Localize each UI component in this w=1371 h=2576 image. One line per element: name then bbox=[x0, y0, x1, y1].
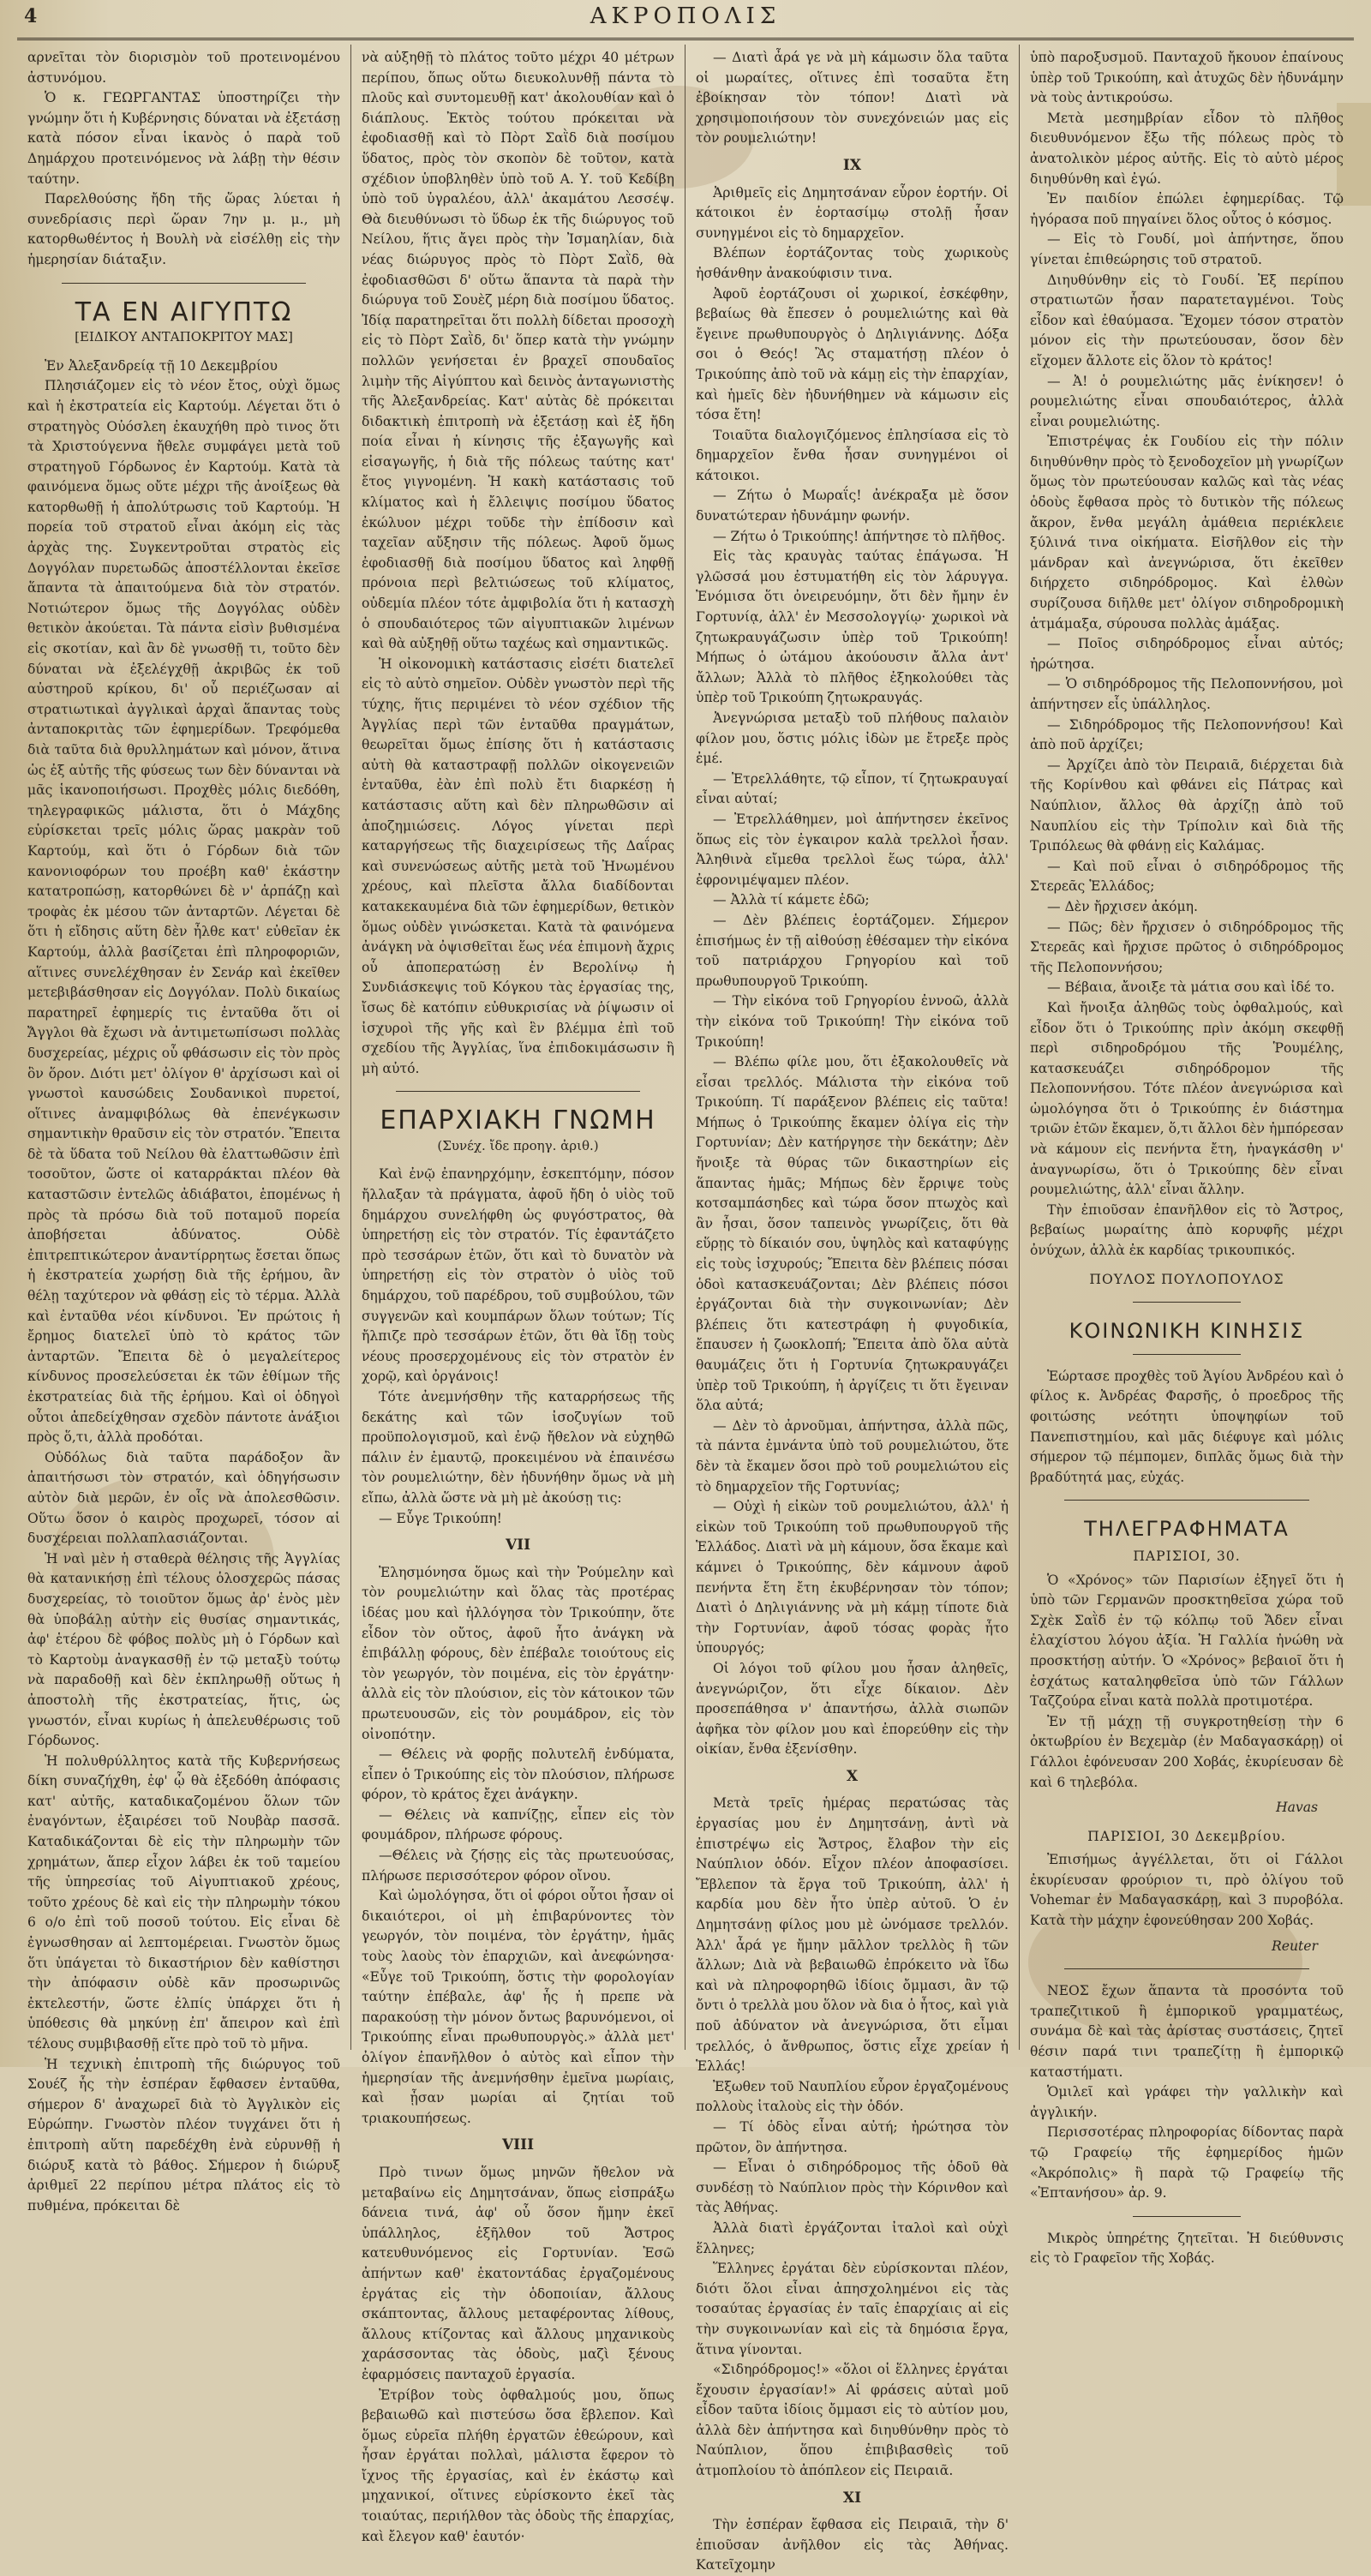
paragraph: — Εἶναι ὁ σιδηρόδρομος τῆς ὁδοῦ θὰ συνδέσῃ τὸ Ναύπλιον πρὸς τὴν Κόρινθον καὶ τὰς Ἀθήνας. bbox=[696, 2160, 1009, 2216]
paragraph: Καὶ ὡμολόγησα, ὅτι οἱ φόροι οὗτοι ἦσαν οἱ δικαιότεροι, οἱ μὴ ἐπιβαρύνοντες τὸν γεωργόν, τὸν ποιμένα, τὸν ἐργάτην, ἡμᾶς τοὺς λαοὺς τὸν ἐπαρχιῶν, καὶ ἀνεφώνησα· «Εὖγε τοῦ Τρικούπη, ὅστις τὴν φορολογίαν ταύτην ἐπέβαλε, ἀφ' ἧς ἡ πρεπε νὰ παρακούσῃ τὴν μόνον ὄντως βαρυνόμενοι, οἱ Τρικούπης εἶναι πρωθυπουργὸς.» ἀλλὰ μετ' ὀλίγον ἐπανῆλθον ὁ αὐτὸς καὶ εἶπον τὴν ἡμερησίαν τῆς ἀνεμνήσθην ἐμεῖνα μωρίαις, καὶ ᾖσαν μωρίαι αἱ ζητίαι τοῦ τριακουπήσεως. bbox=[362, 1888, 674, 2126]
paragraph: Μετὰ μεσημβρίαν εἶδον τὸ πλῆθος διευθυνόμενον ἔξω τῆς πόλεως πρὸς τὸ ἀνατολικὸν μέρος αὐτῆς. Εἰς τὸ αὐτὸ μέρος διηυθύνθη καὶ ἐγώ. bbox=[1030, 110, 1344, 187]
paragraph: ὑπὸ παροξυσμοῦ. Πανταχοῦ ἤκουον ἐπαίνους ὑπὲρ τοῦ Τρικούπη, καὶ ἀτυχῶς δὲν ἠδυνάμην νὰ τοὺς ἀντικρούσω. bbox=[1030, 50, 1344, 106]
paragraph: αρνεῖται τὸν διορισμὸν τοῦ προτεινομένου ἀστυνόμου. bbox=[27, 50, 340, 86]
news-agency: Havas bbox=[1275, 1800, 1318, 1816]
classified-ad: Ὁμιλεῖ καὶ γράφει τὴν γαλλικὴν καὶ ἀγγλικήν. bbox=[1030, 2084, 1344, 2120]
telegram-dateline: ΠΑΡΙΣΙΟΙ, 30. bbox=[1133, 1548, 1241, 1564]
paragraph: Ἀφοῦ ἑορτάζουσι οἱ χωρικοί, ἐσκέφθην, βεβαίως θὰ ἔπεσεν ὁ ρουμελιώτης καὶ θὰ ἔγεινε πρωθυπουργὸς ὁ Δηλιγιάννης. Δόξα σοι ὁ Θεός! Ἂς σταματήσῃ πλέον ὁ Τρικούπης ἀπὸ τοῦ νὰ κάμῃ εἰς τὴν ἐπαρχίαν, καὶ ἡμεῖς δὲν ἠδυνήθημεν νὰ κάμωσιν εἰς τόσα ἔτη! bbox=[696, 285, 1009, 423]
paragraph: Τὴν ἐπιοῦσαν ἐπανῆλθον εἰς τὸ Ἄστρος, βεβαίως μωραίτης ἀπὸ κορυφῆς μέχρι ὀνύχων, ἀλλὰ ἐκ καρδίας τρικουπικός. bbox=[1030, 1201, 1344, 1259]
paragraph: Ὁ «Χρόνος» τῶν Παρισίων ἐξηγεῖ ὅτι ἡ ὑπὸ τῶν Γερμανῶν προσκτηθεῖσα χώρα τοῦ Σχὲκ Σαῒδ ἐν τῷ κόλπῳ τοῦ Ἄδεν εἶναι ἐλαχίστου λόγου ἀξία. Ἡ Γαλλία ἠνώθη νὰ προσκτήσῃ αὐτήν. Ὁ «Χρόνος» βεβαιοῖ ὅτι ἡ ἐσχάτως καταληφθεῖσα ὑπὸ τῶν Γάλλων Ταζζούρα εἶναι κατὰ πολλὰ προτιμοτέρα. bbox=[1030, 1572, 1344, 1710]
paragraph: νὰ αὐξηθῇ τὸ πλάτος τοῦτο μέχρι 40 μέτρων περίπου, ὅπως οὕτω διευκολυνθῇ πάντα τὸ πλοῦς καὶ συντομευθῇ κατ' ἀκολουθίαν καὶ ὁ διάπλους. Ἐκτὸς τούτου πρόκειται νὰ ἐφοδιασθῇ καὶ τὸ Πὸρτ Σαῒδ διὰ ποσίμου ὕδατος, πρὸς τὸν σκοπὸν δὲ τοῦτον, κατὰ σχέδιον ὑποβληθὲν ὑπὸ τοῦ Α. Υ. τοῦ Κεδίβη ὑπὸ τοῦ ὑγραλέου, ἀλλ' ἀκαμάτου Λεσσέψ. Θὰ διευθύνωσι τὸ ὕδωρ ἐκ τῆς διώρυγος τοῦ Νείλου, ἥτις ἄγει πρὸς τὴν Ἰσμαηλίαν, διὰ νέας διώρυγος πρὸς τὸ Πὸρτ Σαῒδ, θὰ ἐφοδιασθῶσι δ' οὕτω ἅπαντα τὰ παρὰ τὴν διώρυγα τοῦ Σουὲζ μέρη διὰ ποσίμου ὕδατος. Ἰδίᾳ παρατηρεῖται ὅτι πολλὴ δίδεται προσοχὴ εἰς τὸ Πὸρτ Σαῒδ, δι' ὅπερ κατὰ τὴν γνώμην πολλῶν γενήσεται ἐν βραχεῖ σπουδαῖος λιμὴν τῆς Αἰγύπτου καὶ δεινὸς ἀνταγωνιστὴς τῆς Ἀλεξανδρείας. Κατ' αὐτὰς δὲ πρόκειται διδακτικὴ ἐπιτροπὴ νὰ ἐξετάσῃ καὶ ἐξ ἤδη ποία εἶναι ἡ κίνησις τῆς ἐξαγωγῆς καὶ εἰσαγωγῆς, ἡ διὰ τῆς πόλεως ταύτης κατ' ἔτος γιγνομένη. Ἡ κακὴ κατάστασις τοῦ κλίματος καὶ ἡ ἔλλειψις ποσίμου ὕδατος ἐκώλυον μέχρι τοῦδε τὴν ἐπίδοσιν καὶ ταχεῖαν αὔξησιν τῆς πόλεως. Ἀφοῦ ὅμως ἐφοδιασθῇ διὰ ποσίμου ὕδατος καὶ ληφθῇ πρόνοια περὶ βελτιώσεως τοῦ κλίματος, οὐδεμία πλέον τότε ἀμφιβολία ὅτι ἡ κατασχὴ ὁ σπουδαιότερος τῶν αἰγυπτιακῶν λιμένων καὶ θὰ αὐξηθῇ οὕτω ταχέως καὶ σημαντικῶς. bbox=[362, 50, 674, 652]
paragraph: Ἐτρίβον τοὺς ὀφθαλμούς μου, ὅπως βεβαιωθῶ καὶ πιστεύσω ὅσα ἔβλεπον. Καὶ ὅμως εὐρεῖα πλήθη ἐργατῶν ἐθεώρουν, καὶ ἦσαν ἐργάται πολλαὶ, μάλιστα ἔφερον τὸ ἴχνος τῆς ἐργασίας, καὶ ἐν ἑκάστῳ καὶ μηχανικοί, οἵτινες εὑρίσκοντο ἐκεῖ τὰς τοιαύτας, περιήλθον τὰς ὁδοὺς τῆς ἐπαρχίας, καὶ ἔλεγον καθ' ἑαυτόν· bbox=[362, 2387, 674, 2544]
paragraph: Ἡ ναὶ μὲν ἡ σταθερὰ θέλησις τῆς Ἀγγλίας θὰ κατανικήσῃ ἐπὶ τέλους ὁλοσχερῶς πάσας δυσχερείας, τὸ τοιοῦτον ὅμως ἀρ' ἑνὸς μὲν θὰ ὑποβάλῃ αὐτὴν εἰς θυσίας σημαντικάς, ἀφ' ἑτέρου δὲ φόβος πολὺς μὴ ὁ Γόρδων καὶ τὸ Καρτοὺμ ἀναγκασθῇ ἐν τῷ μεταξὺ τούτῳ νὰ παραδοθῇ καὶ δὲν ἐκπληρωθῇ οὕτως ἡ ἀποστολὴ τῆς ἐκστρατείας, ἥτις, ὡς γνωστόν, εἶναι κυρίως ἡ ἀπελευθέρωσις τοῦ Γόρδωνος. bbox=[27, 1550, 340, 1749]
paragraph: — Ἀλλὰ τί κάμετε ἐδῶ; bbox=[713, 892, 870, 908]
column-4 bbox=[1020, 45, 1354, 2267]
columns bbox=[17, 45, 1354, 2573]
divider bbox=[1133, 1302, 1241, 1303]
divider bbox=[1133, 2216, 1241, 2217]
paragraph: — Πῶς; δὲν ἤρχισεν ὁ σιδηρόδρομος τῆς Στερεᾶς καὶ ἤρχισε πρῶτος ὁ σιδηρόδρομος τῆς Πελοποννήσου; bbox=[1030, 919, 1344, 975]
paragraph: — Ἐτρελλάθητε, τῷ εἶπον, τί ζητωκραυγαί εἶναι αὐταί; bbox=[696, 770, 1009, 807]
column-1 bbox=[17, 45, 351, 2214]
paragraph: — Ἐτρελλάθημεν, μοὶ ἀπήντησεν ἐκεῖνος ὅπως εἰς τὸν ἐγκαιρον καλὰ τρελλοὶ ἦσαν. Ἀληθινὰ εἴμεθα τρελλοὶ ἕως τώρα, ἀλλ' ἐφρονιμέψαμεν πλέον. bbox=[696, 811, 1009, 888]
paragraph: Πρὸ τινων ὅμως μηνῶν ἤθελον νὰ μεταβαίνω εἰς Δημητσάναν, ὅπως εἰσπράξω δάνεια τινά, ἀφ' οὗ ὅσον ἤμην ἐκεῖ ὑπάλληλος, ἐξῆλθον τοῦ Ἄστρος κατευθυνόμενος εἰς Γορτυνίαν. Ἐσῶ ἀπήντων καθ' ἑκατοντάδας ἐργαζομένους ἐργάτας εἰς τὴν ὁδοποιίαν, ἄλλους σκάπτοντας, ἄλλους μεταφέροντας λίθους, ἄλλους κτίζοντας καὶ ἄλλους μηχανικοὺς χαράσσοντας τὰς ὁδοὺς, μαζὶ ξένους ἐφαρμόσεις πανταχοῦ ἐργασία. bbox=[362, 2164, 674, 2382]
paragraph: — Εὖγε Τρικούπη! bbox=[379, 1510, 502, 1526]
paragraph: Ἀριθμεῖς εἰς Δημητσάναν εὗρον ἑορτήν. Οἱ κάτοικοι ἐν ἑορτασίμῳ στολῇ ἦσαν συνηγμένοι εἰς τὸ δημαρχεῖον. bbox=[696, 184, 1009, 241]
paragraph: — Καὶ ποῦ εἶναι ὁ σιδηρόδρομος τῆς Στερεᾶς Ἑλλάδος; bbox=[1030, 858, 1344, 895]
paragraph: Τοιαῦτα διαλογιζόμενος ἐπλησίασα εἰς τὸ δημαρχεῖον ἔνθα ἦσαν συνηγμένοι οἱ κάτοικοι. bbox=[696, 427, 1009, 483]
paragraph: — Θέλεις νὰ καπνίζῃς, εἶπεν εἰς τὸν φουμάδρον, πλήρωσε φόρους. bbox=[362, 1806, 674, 1843]
paragraph: Ἡ οἰκονομικὴ κατάστασις εἰσέτι διατελεῖ εἰς τὸ αὐτὸ σημεῖον. Οὐδὲν γνωστὸν περὶ τῆς τύχης, ἥτις περιμένει τὸ νέον σχέδιον τῆς Ἀγγλίας περὶ τῶν ἐνταῦθα πραγμάτων, θεωρεῖται ὅμως ἐπίσης ὅτι ἡ κατάστασις αὐτὴ θὰ καταστραφῇ πολλῶν οἰκογενειῶν ἐνταῦθα, ἐὰν ἐπὶ πολὺ ἔτι διαρκέσῃ ἡ κατάστασις αὕτη καὶ δὲν πληρωθῶσιν αἱ ἀποζημιώσεις. Λόγος γίνεται περὶ καταργήσεως τῆς διαχειρίσεως τῆς Δαΐρας καὶ συνενώσεως αὐτῆς μετὰ τοῦ Ἠνωμένου χρέους, καὶ πλεῖστα ἄλλα διαδίδονται κατακεκαυμένα διὰ τῶν ἐφημερίδων, θετικὸν ὅμως οὐδὲν γινώσκεται. Κατὰ τὰ φαινόμενα ἀνάγκη νὰ ὀψισθεῖται ἕως νέα ἐπιμονὴ ἄχρις οὗ ἀποπερατώσῃ ἐν Βερολίνῳ ἡ Συνδιάσκεψις τοῦ Κόγκου τὰς ἐργασίας της, ἴσως δὲ κατόπιν εὐθυκρισίας νὰ ῥίψωσιν οἱ ἰσχυροὶ τῆς γῆς καὶ ἓν βλέμμα ἐπὶ τοῦ σχεδίου τῆς Ἀγγλίας, ἵνα ἐπιδοκιμάσωσιν ἢ μὴ αὐτό. bbox=[362, 656, 674, 1076]
paragraph: — Εἰς τὸ Γουδί, μοὶ ἀπήντησε, ὅπου γίνεται ἐπιθεώρησις τοῦ στρατοῦ. bbox=[1030, 231, 1344, 267]
divider bbox=[1064, 1500, 1309, 1501]
paragraph: Ἐν τῇ μάχῃ τῇ συγκροτηθείσῃ τὴν 6 ὀκτωβρίου ἐν Βεχεμὰρ (ἐν Μαδαγασκάρῃ) οἱ Γάλλοι ἐφόνευσαν 200 Χοβάς, ἐκυρίευσαν δὲ καὶ 6 τηλεβόλα. bbox=[1030, 1713, 1344, 1790]
divider bbox=[396, 1091, 640, 1092]
classified-ad: Μικρὸς ὑπηρέτης ζητεῖται. Ἡ διεύθυνσις εἰς τὸ Γραφεῖον τῆς Χοβάς. bbox=[1030, 2230, 1344, 2267]
paragraph: — Δὲν βλέπεις ἑορτάζομεν. Σήμερον ἐπισήμως ἐν τῇ αἰθούσῃ ἐθέσαμεν τὴν εἰκόνα τοῦ πατριάρχου Γρηγορίου καὶ τοῦ πρωθυπουργοῦ Τρικούπη. bbox=[696, 912, 1009, 989]
paragraph: —Θέλεις νὰ ζήσῃς εἰς τὰς πρωτευούσας, πλήρωσε περισσότερον φόρον οἴνου. bbox=[362, 1848, 674, 1884]
paragraph: Ἐλησμόνησα ὅμως καὶ τὴν Ῥούμελην καὶ τὸν ρουμελιώτην καὶ ὅλας τὰς προτέρας ἰδέας μου καὶ ἠλλόγησα τὸν Τρικούπην, ὅτε εἶδον τὸν οὔτος, ἀφοῦ ἦτο ἀνάγκη νὰ ἐπιβάλλῃ φόρους, δὲν ἐπέβαλε τοιούτους εἰς τὸν γεωργόν, τὸν ποιμένα, εἰς τὸν ἐργάτην· ἀλλὰ εἰς τὸν πλούσιον, εἰς τὸν κάτοικον τῶν πρωτευουσῶν, εἰς τὸν ρουμάδρον, εἰς τὸν οἰνοπότην. bbox=[362, 1564, 674, 1742]
author-signature: ΠΟΥΛΟΣ ΠΟΥΛΟΠΟΥΛΟΣ bbox=[1089, 1271, 1284, 1287]
divider bbox=[1133, 1354, 1241, 1355]
paragraph: Ἡ τεχνικὴ ἐπιτροπὴ τῆς διώρυγος τοῦ Σουέζ ἧς τὴν ἑσπέραν ἔφθασεν ἐνταῦθα, σήμερον δ' ἀναχωρεῖ διὰ τὸ Ἀγγλικὸν εἰς Εὐρώπην. Γνωστὸν πλέον τυγχάνει ὅτι ἡ ἐπιτροπὴ αὕτη παρεδέχθη ἐνὰ εὐρυνθῇ ἡ διώρυξ κατὰ τὸ βάθος. Σήμερον ἡ διώρυξ ἀριθμεῖ 22 περίπου μέτρα πλάτος εἰς τὸ πυθμένα, πρόκειται δὲ bbox=[27, 2056, 340, 2214]
paragraph: — Ἀρχίζει ἀπὸ τὸν Πειραιᾶ, διέρχεται διὰ τῆς Κορίνθου καὶ φθάνει εἰς Πάτρας καὶ Ναύπλιον, ἄλλος θὰ ἀρχίζῃ ἀπὸ τοῦ Ναυπλίου εἰς τὴν Τρίπολιν καὶ διὰ τῆς Τριπόλεως θὰ φθάνῃ εἰς Καλάμας. bbox=[1030, 757, 1344, 854]
paragraph: — Δὲν ἤρχισεν ἀκόμη. bbox=[1047, 898, 1198, 914]
chapter-number: X bbox=[846, 1767, 859, 1785]
paragraph: Ἐπιστρέψας ἐκ Γουδίου εἰς τὴν πόλιν διηυθύνθην πρὸς τὸ ξενοδοχεῖον μὴ γνωρίζων ὅμως τὸν πρωτεύουσαν καλῶς καὶ τὰς νέας ὁδοὺς ἔφθασα πρὸς τὸ δυτικὸν τῆς πόλεως ἄκρον, ἔνθα μεγάλη ἀμάθεια περιέκλειε ξύλινά τινα οἰκήματα. Εἰσῆλθον εἰς τὴν μάνδραν καὶ ἀνεγνώρισα, ὅτι ἐκεῖθεν διήρχετο σιδηρόδρομος. Καὶ ἐλθὼν συρίζουσα διῆλθε μετ' ὀλίγον σιδηροδρομικὴ ἁτμάμαξα, σύρουσα πολλὰς ἁμάξας. bbox=[1030, 434, 1344, 632]
column-3 bbox=[686, 45, 1020, 2573]
paragraph: Διηυθύνθην εἰς τὸ Γουδί. Ἐξ περίπου στρατιωτῶν ἦσαν παρατεταγμένοι. Τοὺς εἶδον καὶ ἐθαύμασα. Ἔχομεν τόσον στρατὸν μόνον εἰς τὴν πρωτεύουσαν, ὅσον δὲν εἴχομεν ἄλλοτε εἰς ὅλον τὸ κράτος! bbox=[1030, 272, 1344, 368]
paragraph: Τὴν ἑσπέραν ἔφθασα εἰς Πειραιᾶ, τὴν δ' ἐπιοῦσαν ἀνῆλθον εἰς τὰς Ἀθήνας. Κατεῖχομην bbox=[696, 2517, 1009, 2573]
paragraph: — Βέβαια, ἄνοιξε τὰ μάτια σου καὶ ἰδέ το. bbox=[1047, 979, 1335, 996]
paragraph: Ὁ κ. ΓΕΩΡΓΑΝΤΑΣ ὑποστηρίζει τὴν γνώμην ὅτι ἡ Κυβέρνησις δύναται νὰ ἐξετάσῃ κατὰ πόσον εἶναι ἱκανὸς ὁ παρὰ τοῦ Δημάρχου προτεινόμενος νὰ λάβῃ τὴν θέσιν ταύτην. bbox=[27, 90, 340, 187]
paragraph: Ἐπισήμως ἀγγέλλεται, ὅτι οἱ Γάλλοι ἐκυρίευσαν φρούριον τι, πρὸ ὀλίγου τοῦ Vohemar ἐν Μαδαγασκάρῃ, καὶ 3 πυροβόλα. Κατὰ τὴν μάχην ἐφονεύθησαν 200 Χοβάς. bbox=[1030, 1852, 1344, 1929]
paragraph: Ἐν παιδίον ἐπώλει ἐφημερίδας. Τῷ ἠγόρασα ποῦ πηγαίνει ὅλος οὗτος ὁ κόσμος. bbox=[1030, 191, 1344, 227]
section-title-egypt: ΤΑ ΕΝ ΑΙΓΥΠΤΩ bbox=[75, 297, 293, 327]
paragraph: — Τὴν εἰκόνα τοῦ Γρηγορίου ἐννοῶ, ἀλλὰ τὴν εἰκόνα τοῦ Τρικούπη! Τὴν εἰκόνα τοῦ Τρικούπη! bbox=[696, 993, 1009, 1050]
paragraph: Βλέπων ἑορτάζοντας τοὺς χωρικοὺς ἠσθάνθην ἀνακούφισιν τινα. bbox=[696, 245, 1009, 281]
chapter-number: XI bbox=[842, 2489, 862, 2507]
paragraph: — Τί ὁδὸς εἶναι αὐτή; ἠρώτησα τὸν πρῶτον, ὃν ἀπήντησα. bbox=[696, 2118, 1009, 2155]
paragraph: Οὐδόλως διὰ ταῦτα παράδοξον ἂν ἀπαιτήσωσι τὸν στρατόν, καὶ ὁδηγήσωσιν αὐτὸν διὰ μερῶν, ἐν οἷς νὰ ἀπολεσθῶσιν. Οὕτω ὅσον ὁ καιρὸς προχωρεῖ, τόσον αἱ δυσχέρειαι πολλαπλασιάζονται. bbox=[27, 1449, 340, 1547]
classified-ad: ΝΕΟΣ ἔχων ἅπαντα τὰ προσόντα τοῦ τραπεζιτικοῦ ἢ ἐμπορικοῦ γραμματέως, συνάμα δὲ καὶ τὰς ἀρίστας συστάσεις, ζητεῖ θέσιν παρά τινι τραπεζίτῃ ἢ ἐμπορικῷ καταστήματι. bbox=[1030, 1983, 1344, 2080]
section-title-provincial-opinion: ΕΠΑΡΧΙΑΚΗ ΓΝΩΜΗ bbox=[380, 1105, 656, 1136]
paragraph: Εἰς τὰς κραυγὰς ταύτας ἐπάγωσα. Ἡ γλῶσσά μου ἐστυματήθη εἰς τὸν λάρυγγα. Ἐνόμισα ὅτι ὀνειρευόμην, ὅτι δὲν ἤμην ἐν Γορτυνίᾳ, ἀλλ' ἐν Μεσσολογγίῳ· χωρικοὶ νὰ ζητωκραυγάζωσιν ὑπὲρ τοῦ Τρικούπη! Μήπως ὁ ὠτάμου ἀκούουσιν ἄλλα ἀντ' ἄλλων; Ἀλλὰ τὸ πλῆθος ἐξηκολούθει τὰς ὑπὲρ τοῦ Τρικούπη ζητωκραυγάς. bbox=[696, 548, 1009, 706]
paragraph: — Σιδηρόδρομος τῆς Πελοποννήσου! Καὶ ἀπὸ ποῦ ἀρχίζει; bbox=[1030, 716, 1344, 753]
running-title: ΑΚΡΟΠΟΛΙΣ bbox=[590, 3, 781, 29]
paragraph: — Ζήτω ὁ Μωραΐς! ἀνέκραξα μὲ ὅσον δυνατώτεραν ἠδυνάμην φωνήν. bbox=[696, 488, 1009, 524]
paragraph: Μετὰ τρεῖς ἡμέρας περατώσας τὰς ἐργασίας μου ἐν Δημητσάνῃ, ἀντὶ νὰ ἐπιστρέψω εἰς Ἄστρος, ἔλαβον τὴν εἰς Ναύπλιον ὁδόν. Εἶχον πλέον ἀποφασίσει. Ἔβλεπον τὰ ἔργα τοῦ Τρικούπη, ἀλλ' ἡ καρδία μου δὲν ἦτο ὑπὲρ αὐτοῦ. Ὁ ἐν Δημητσάνῃ φίλος μου μὲ ὠνόμασε τρελλόν. Ἀλλ' ἆρά γε ἤμην μᾶλλον τρελλὸς ἢ τῶν ἄλλων; Διὰ νὰ βεβαιωθῶ ἐπρόκειτο νὰ ἴδω καὶ νὰ πληροφορηθῶ ἰδίοις ὄμμασι, ἂν τῷ ὄντι ὁ τρελλὰ μου ὅλον νὰ δια ὁ ἦτος, καὶ γιὰ ποῦ ἀδύνατον νὰ ἀνεγνώρισα, ὅτι εἶμαι τρελλός, ὁ ἄνθρωπος, ὅστις εἶχε χρείαν ἡ Ἑλλάς! bbox=[696, 1795, 1009, 2075]
paragraph: — Ὁ σιδηρόδρομος τῆς Πελοποννήσου, μοὶ ἀπήντησεν εἷς ὑπάλληλος. bbox=[1030, 676, 1344, 712]
paragraph: Ἀλλὰ διατὶ ἐργάζονται ἰταλοὶ καὶ οὐχὶ ἕλληνες; bbox=[696, 2220, 1009, 2256]
paragraph: Πλησιάζομεν εἰς τὸ νέον ἔτος, οὐχὶ ὅμως καὶ ἡ ἐκστρατεία εἰς Καρτούμ. Λέγεται ὅτι ὁ στρατηγὸς Οὐόσλεη ἐκαυχήθη πρὸ τινος ὅτι τὰ Χριστούγεννα ἤθελε συμφάγει μετὰ τοῦ στρατηγοῦ Γόρδωνος ἐν Καρτούμ. Κατὰ τὰ φαινόμενα ὅμως οὔτε μέχρι τῆς ἀνοίξεως θὰ κατορθωθῇ ἡ ἀπολύτρωσις τοῦ Καρτούμ. Ἡ πορεία τοῦ στρατοῦ εἶναι ἀκόμη εἰς τὰς ἀρχὰς της. Συγκεντροῦται στρατὸς εἰς Δογγόλαν πυρετωδῶς ἀποστέλλονται ἐκεῖσε ἅπαντα τὰ ἀπαιτούμενα διὰ τὸν στρατόν. Νοτιώτερον ὅμως τῆς Δογγόλας οὐδὲν θετικὸν ἀκούεται. Τὰ πάντα εἰσὶν βυθισμένα εἰς σκοτίαν, καὶ ἂν δὲ γνωσθῇ τι, τοῦτο δὲν δύναται νὰ ἐξελέγχθῇ ἀκριβῶς ἐκ τοῦ αὐστηροῦ κρίκου, δι' οὗ περιέζωσαν αἱ στρατιωτικαὶ ἀγγλικαὶ ἀρχαὶ ἅπαντας τοὺς ἀνταποκριτὰς τῶν ἐφημερίδων. Τρεφόμεθα διὰ ταῦτα διὰ θρυλλημάτων καὶ μόνον, ἅτινα ὡς ἐξ αὐτῆς τῆς φύσεως των δὲν δύνανται νὰ μᾶς ἱκανοποιήσωσι. Προχθὲς μόλις διεδόθη, τηλεγραφικῶς μάλιστα, ὅτι ὁ Μάχδης εὑρίσκεται τρεῖς μόλις ὥρας μακρὰν τοῦ Καρτούμ, καὶ ὅτι ὁ Γόρδων διὰ τῶν κανονιοφόρων του προέβη καθ' ἑκάστην κατατροπώσῃ, κατορθώνει δὲ ν' ἁρπάζῃ καὶ τροφὰς ἐκ μέσου τῶν ἀνταρτῶν. Λέγεται δὲ ὅτι ἡ εἴδησις αὕτη δὲν ἦλθε κατ' εὐθεῖαν ἐκ Καρτούμ, ἀλλὰ βασίζεται ἐπὶ πληροφοριῶν, αἵτινες συνελέχθησαν ἐν Σενάρ καὶ ἐκεῖθεν μετεβιβάσθησαν εἰς Δογγόλαν. Πολὺ δικαίως παρατηρεῖ ἐφημερίς τις ἐνταῦθα ὅτι οἱ Ἄγγλοι θὰ ἔχωσι νὰ ἀντιμετωπίσωσι πολλὰς δυσχερείας, μέχρις οὗ φθάσωσιν εἰς τὸν πρὸς ὃν ὅρον. Διότι μετ' ὀλίγον θ' ἀρχίσωσι καὶ οἱ γνωστοὶ καυσώδεις Σουδανικοὶ πυρετοί, οἵτινες ἀναμφιβόλως θὰ ἐπενέγκωσιν σημαντικὴν θραῦσιν εἰς τὸν στρατόν. Ἔπειτα δὲ τὰ ὕδατα τοῦ Νείλου θὰ ἐλαττωθῶσιν ἐπὶ τοσοῦτον, ὥστε οἱ καταρράκται πλέον θὰ καταστῶσιν ἐντελῶς ἀδιάβατοι, ἑπομένως ἡ πρὸς τὰ πρόσω διὰ τοῦ ποταμοῦ πορεία ἀποβήσεται ἀδύνατος. Οὐδὲ ἐπιτρεπτικώτερον ἀναντίρρητως ἔσεται ὅπως ἡ ἐκστρατεία χωρήσῃ διὰ τῆς ἐρήμου, ἂν θέλῃ ταχύτερον νὰ φθάσῃ εἰς τὸ τέρμα. Ἀλλὰ καὶ ἐνταῦθα νέοι κίνδυνοι. Ἐν πρώτοις ἡ ἔρημος διατελεῖ ὑπὸ τὸ κράτος τῶν ἀνταρτῶν. Ἔπειτα δὲ ὁ μεγαλείτερος κίνδυνος προσελεύσεται ἐκ τῶν ἐθίμων τῆς ἐκστρατείας διὰ τῆς ἐρήμου. Καὶ οἱ ὁδηγοὶ οὗτοι ἀπεδείχθησαν σχεδὸν πάντοτε ἀνάξιοι πρὸς ὅ,τι, ἀλλὰ προδόται. bbox=[27, 378, 340, 1446]
paragraph: — Διατὶ ἆρά γε νὰ μὴ κάμωσιν ὅλα ταῦτα οἱ μωραίτες, οἵτινες ἐπὶ τοσαῦτα ἔτη ἐβοίκησαν τὸν τόπον! Διατὶ νὰ χρησιμοποιήσουν τὸν συνεχόνειών μας εἰς τὸν ρουμελιώτην! bbox=[696, 50, 1009, 147]
paragraph: Παρελθούσης ἤδη τῆς ὥρας λύεται ἡ συνεδρίασις περὶ ὥραν 7ην μ. μ., μὴ κατορθωθέντος ἡ Βουλὴ νὰ εἰσέλθῃ εἰς τὴν ἡμερησίαν διάταξιν. bbox=[27, 191, 340, 267]
page-number: 4 bbox=[24, 5, 38, 27]
section-subtitle: [ΕΙΔΙΚΟΥ ΑΝΤΑΠΟΚΡΙΤΟΥ ΜΑΣ] bbox=[75, 329, 293, 345]
paragraph: Ἑώρτασε προχθὲς τοῦ Ἁγίου Ἀνδρέου καὶ ὁ φίλος κ. Ἀνδρέας Φαρσῆς, ὁ προεδρος τῆς φοιτώσης νεότητι ὑποψηφίων τοῦ Πανεπιστημίου, καὶ μᾶς διέφυγε καὶ μόλις σήμερον τῷ πέμπομεν, διπλᾶς ὅμως διὰ τὴν βραδύτητά μας, εὐχάς. bbox=[1030, 1368, 1344, 1485]
paragraph: — Ἀ! ὁ ρουμελιώτης μᾶς ἐνίκησεν! ὁ ρουμελιώτης εἶναι σπουδαιότερος, ἀλλὰ εἶναι ρουμελιώτης. bbox=[1030, 373, 1344, 429]
paragraph: — Βλέπω φίλε μου, ὅτι ἐξακολουθεῖς νὰ εἶσαι τρελλός. Μάλιστα τὴν εἰκόνα τοῦ Τρικούπη. Τί παράξενον βλέπεις εἰς ταῦτα! Μήπως ὁ Τρικούπης ἔκαμεν ὀλίγα εἰς τὴν Γορτυνίαν; Δὲν κατήργησε τὴν δεκάτην; Δὲν ἤνοιξε τὰ θύρας τῶν δικαστηρίων εἰς ἅπαντας ἡμᾶς; Μήπως δὲν ἔρριψε τοὺς κοτσαμπάσηδες καὶ τώρα ὅσον πτωχὸς καὶ ἂν ἦσαι, ὅσον ταπεινὸς γνωρίζεις, ὅτι θὰ εὕρῃς τὸ δίκαιόν σου, ὑψηλὸς καὶ καταφύγῃς εἰς τοὺς ἰσχυρούς; Ἔπειτα δὲν βλέπεις πόσαι ὁδοὶ κατασκευάζονται; Δὲν βλέπεις πόσοι ἐργάζονται διὰ τὴν συγκοινωνίαν; Δὲν βλέπεις ὅτι κατεστράφη ἡ φυγοδικία, ἔπαυσεν ἡ ζωοκλοπή; Ἔπειτα ἀπὸ ὅλα αὐτὰ θαυμάζεις ὅτι ἡ Γορτυνία ζητωκραυγάζει ὑπὲρ τοῦ Τρικούπη, ἡ ἀργίζεις τι ὅτι ἔγειναν ὅλα αὐτά; bbox=[696, 1054, 1009, 1414]
section-title-social: ΚΟΙΝΩΝΙΚΗ ΚΙΝΗΣΙΣ bbox=[1069, 1319, 1305, 1344]
paragraph: Τότε ἀνεμνήσθην τῆς καταρρήσεως τῆς δεκάτης καὶ τῶν ἰσοζυγίων τοῦ προϋπολογισμοῦ, καὶ ἐνῷ ἤθελον νὰ εὐχηθῶ πάλιν ἐν ἐμαυτῷ, προκειμένου νὰ ἐπαινέσω τὸν ρουμελιώτην, δὲν ἠδυνήθην ὅμως νὰ μὴ εἴπω, ἀλλὰ ὥστε νὰ μὴ μὲ ἀκούσῃ τις: bbox=[362, 1389, 674, 1506]
paragraph: Ἐξωθεν τοῦ Ναυπλίου εὗρον ἐργαζομένους πολλοὺς ἰταλοὺς εἰς τὴν ὁδόν. bbox=[696, 2078, 1009, 2115]
paragraph: «Σιδηρόδρομος!» «ὅλοι οἱ ἕλληνες ἐργάται ἔχουσιν ἐργασίαν!» Αἱ φράσεις αὐταὶ μοῦ εἶδον ταῦτα ἰδίοις ὄμμασι εἰς τὸ αὐτίον μου, ἀλλὰ δὲν ἀπήντησα καὶ διηυθύνθην πρὸς τὸ Ναύπλιον, ὅπου ἐπιβιβασθεὶς τοῦ ἀτμοπλοίου τὸ ἀπόπλεον εἰς Πειραιᾶ. bbox=[696, 2362, 1009, 2479]
chapter-number: VII bbox=[505, 1537, 531, 1555]
paragraph: Καὶ ἤνοιξα ἀληθῶς τοὺς ὀφθαλμούς, καὶ εἶδον ὅτι ὁ Τρικούπης πρὶν ἀκόμη σκεφθῇ περὶ σιδηροδρόμου τῆς Ῥουμέλης, κατασκευάζει σιδηρόδρομον τῆς Πελοποννήσου. Τότε πλέον ἀνεγνώρισα καὶ ὡμολόγησα ὅτι ὁ Τρικούπης ἐν διάστημα τριῶν ἐτῶν ἔκαμεν, ὅ,τι ἄλλοι δὲν ἠμπόρεσαν νὰ κάμουν εἰς πενήντα ἔτη, ἠναγκάσθη ν' ἀναγνωρίσω, ὅτι ὁ Τρικούπης δὲν εἶναι ρουμελιώτης, ἀλλ' εἶναι ἄλλην. bbox=[1030, 999, 1344, 1198]
paragraph: — Δὲν τὸ ἀρνοῦμαι, ἀπήντησα, ἀλλὰ πῶς, τὰ πάντα ἐμνάντα ὑπὸ τοῦ ρουμελιώτου, ὅτε δὲν τὰ ἔκαμεν ὅσοι πρὸ τοῦ ρουμελιώτου εἰς τὸ δημαρχεῖον τῆς Γορτυνίας; bbox=[696, 1417, 1009, 1495]
paragraph: Ἕλληνες ἐργάται δὲν εὑρίσκονται πλέον, διότι ὅλοι εἶναι ἀπησχολημένοι εἰς τὰς τοσαύτας ἐργασίας ἐν ταῖς ἐπαρχίαις αἱ εἰς τὴν συγκοινωνίαν καὶ εἰς τὰ δημόσια ἔργα, ἅτινα γίνονται. bbox=[696, 2261, 1009, 2357]
column-2 bbox=[351, 45, 686, 2544]
paragraph: Ἡ πολυθρύλλητος κατὰ τῆς Κυβερνήσεως δίκη συναζήχθη, ἐφ' ᾧ θὰ ἐξεδόθη ἀπόφασις κατ' αὐτῆς, καταδικαζομένου ὅλων τῶν ἐναγόντων, ἐξαιρέσει τοῦ Νουβὰρ πασσᾶ. Καταδικάζονται δὲ εἰς τὴν πληρωμὴν τῶν χρημάτων, ἅπερ εἶχον λάβει ἐκ τοῦ ταμείου τῆς ὑπηρεσίας τοῦ Αἰγυπτιακοῦ χρέους, τοῦτο χρέους δὲ καὶ εἰς τὴν πληρωμὴν τόκου 6 ο/ο ἐπὶ τοῦ ποσοῦ τούτου. Εἰς εἶναι δὲ ἐγνωσθησαν αἱ λεπτομέρειαι. Γνωστὸν ὅμως ὅτι ὑπάγεται τὸ δικαστήριον δὲν καθίστησι τὴν ἀπόφασιν οὐδὲ κᾶν προσωρινῶς ἐκτελεστήν, ὥστε ἐλπίς ὑπάρχει ὅτι ἡ ὑπόθεσις θὰ μηκύνῃ ἐπ' ἄπειρον καὶ ἐπὶ τέλους συμβιβασθῇ εἴτε πρὸ τοῦ τὸ μῆνα. bbox=[27, 1752, 340, 2052]
paragraph: — Ποῖος σιδηρόδρομος εἶναι αὐτός; ἠρώτησα. bbox=[1030, 636, 1344, 672]
news-agency: Reuter bbox=[1272, 1938, 1318, 1954]
paragraph: Οἱ λόγοι τοῦ φίλου μου ἦσαν ἀληθεῖς, ἀνεγνώριζον, ὅτι εἶχε δίκαιον. Δὲν προσεπάθησα ν' ἀπαντήσω, ἀλλὰ σιωπῶν ἀφῆκα τὸν φίλον μου καὶ ἐπορεύθην εἰς τὴν οἰκίαν, ἔνθα ἐξενίσθην. bbox=[696, 1660, 1009, 1758]
paragraph: — Θέλεις νὰ φορῇς πολυτελῆ ἐνδύματα, εἶπεν ὁ Τρικούπης εἰς τὸν πλούσιον, πλήρωσε φόρον, τὸ κράτος ἔχει ἀνάγκην. bbox=[362, 1746, 674, 1803]
divider bbox=[62, 283, 306, 284]
section-subtitle: (Συνέχ. ἴδε προηγ. ἀριθ.) bbox=[437, 1137, 599, 1153]
section-title-telegrams: ΤΗΛΕΓΡΑΦΗΜΑΤΑ bbox=[1084, 1517, 1290, 1542]
paragraph: Καὶ ἐνῷ ἐπανηρχόμην, ἐσκεπτόμην, πόσον ἤλλαξαν τὰ πράγματα, ἀφοῦ ἤδη ὁ υἱὸς τοῦ δημάρχου συνελήφθη ὡς φυγόστρατος, θὰ ὑπηρετήσῃ εἰς τὸν στρατόν. Τίς ἐφαντάζετο πρὸ τεσσάρων ἐτῶν, ὅτι καὶ τὸ δυνατὸν νὰ ὑπηρετήσῃ εἰς τὸν στρατὸν ὁ υἱὸς τοῦ δημάρχου, τοῦ παρέδρου, τοῦ συμβούλου, τῶν συγγενῶν καὶ κουμπάρων ὅλων τούτων; Τίς ἤλπιζε πρὸ τεσσάρων ἐτῶν, ὅτι θὰ ἴδῃ τοὺς νέους προσερχομένους εἰς τὸν στρατὸν ἐν χορῷ, καὶ ὀργάνοις! bbox=[362, 1166, 674, 1385]
classified-ad: Περισσοτέρας πληροφορίας δίδοντας παρὰ τῷ Γραφείῳ τῆς ἐφημερίδος ἡμῶν «Ἀκρόπολις» ἢ παρὰ τῷ Γραφείῳ τῆς «Ἐπτανήσου» ἀρ. 9. bbox=[1030, 2124, 1344, 2202]
paragraph: — Ζήτω ὁ Τρικούπης! ἀπήντησε τὸ πλῆθος. bbox=[713, 528, 1006, 544]
paragraph: Ἀνεγνώρισα μεταξὺ τοῦ πλήθους παλαιὸν φίλον μου, ὅστις μόλις ἰδὼν με ἔτρεξε πρὸς ἐμέ. bbox=[696, 710, 1009, 767]
paragraph: — Οὐχὶ ἡ εἰκὼν τοῦ ρουμελιώτου, ἀλλ' ἡ εἰκὼν τοῦ Τρικούπη τοῦ πρωθυπουργοῦ τῆς Ἑλλάδος. Διατὶ νὰ μὴ κάμουν, ὅσα ἔκαμε καὶ κάμνει ὁ Τρικούπης, δὲν κάμνουν ἀφοῦ πενήντα ἔτη ἔτη ἐκυβέρνησαν τὸν τόπον; Διατὶ ὁ Δηλιγιάννης νὰ μὴ κάμῃ τίποτε διὰ τὴν Γορτυνίαν, ἀφοῦ τόσας φορὰς ἦτο ὑπουργός; bbox=[696, 1499, 1009, 1656]
divider bbox=[1064, 1968, 1309, 1969]
telegram-dateline: ΠΑΡΙΣΙΟΙ, 30 Δεκεμβρίου. bbox=[1087, 1828, 1286, 1844]
chapter-number: IX bbox=[842, 156, 862, 174]
masthead bbox=[17, 0, 1354, 40]
chapter-number: VIII bbox=[501, 2136, 535, 2154]
dateline: Ἐν Ἀλεξανδρείᾳ τῇ 10 Δεκεμβρίου bbox=[45, 357, 278, 374]
